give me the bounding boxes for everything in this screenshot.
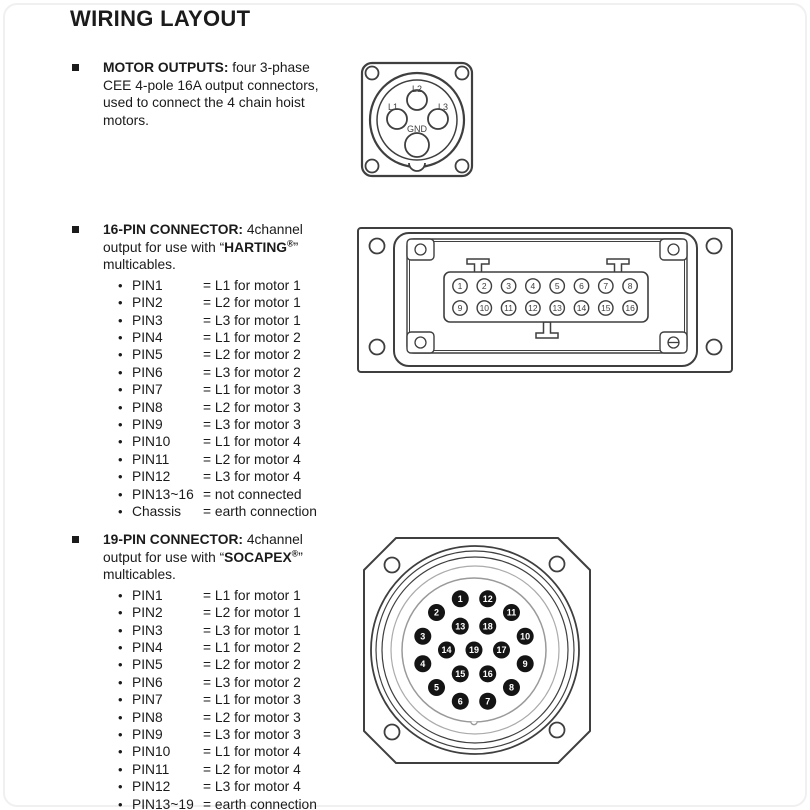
- round-bullet-icon: •: [118, 312, 123, 328]
- square-bullet-icon: [72, 226, 79, 233]
- cee-pin-label: L1: [387, 102, 399, 112]
- pin-name: PIN9: [132, 727, 163, 743]
- socapex-connector-diagram: [362, 536, 592, 766]
- round-bullet-icon: •: [118, 486, 123, 502]
- pin-value: = L1 for motor 3: [203, 382, 301, 398]
- pin-value: = L1 for motor 1: [203, 587, 301, 603]
- harting-pin-number: 13: [552, 303, 562, 313]
- pin-value: = L1 for motor 4: [203, 434, 301, 450]
- round-bullet-icon: •: [118, 277, 123, 293]
- pin-list-item: [72, 416, 358, 433]
- harting-screw-post: [407, 239, 434, 260]
- socapex-pin-number: 17: [496, 645, 507, 656]
- round-bullet-icon: •: [118, 779, 123, 795]
- pin-name: PIN8: [132, 399, 163, 415]
- harting-pin-number: 12: [528, 303, 538, 313]
- harting-pin-number: 7: [603, 281, 609, 291]
- 16-pin-heading: [72, 221, 333, 274]
- square-bullet-icon: [72, 64, 79, 71]
- round-bullet-icon: •: [118, 796, 123, 810]
- cee-pin-gnd: [405, 133, 429, 157]
- pin-list-item: [72, 743, 358, 760]
- cee-keyway-tab: [409, 163, 425, 171]
- socapex-pin-number: 13: [455, 621, 466, 632]
- pin-list-item: [72, 503, 358, 520]
- round-bullet-icon: •: [118, 622, 123, 638]
- pin-list-item: [72, 587, 358, 604]
- pin-list-item: [72, 604, 358, 621]
- pin-value: = L2 for motor 4: [203, 451, 301, 467]
- pin-value: = L2 for motor 1: [203, 295, 301, 311]
- cee-pin-l3: [428, 109, 448, 129]
- pin-list-item: [72, 277, 358, 294]
- harting-pin-number: 3: [506, 281, 511, 291]
- socapex-pin-number: 16: [482, 669, 493, 680]
- pin-list-item: [72, 364, 358, 381]
- harting-pin-number: 5: [554, 281, 560, 291]
- socapex-pin-number: 8: [508, 682, 514, 693]
- socapex-pin-number: 6: [457, 696, 463, 707]
- cee-pin-label: L3: [437, 102, 449, 112]
- pin-name: PIN11: [132, 451, 170, 467]
- pin-value: = L2 for motor 3: [203, 709, 301, 725]
- heading-segment: 16-PIN CONNECTOR:: [103, 222, 244, 237]
- harting-pin-number: 4: [530, 281, 536, 291]
- pin-value: = L3 for motor 2: [203, 674, 301, 690]
- cee-pin-label: GND: [407, 124, 427, 134]
- socapex-pin-number: 15: [455, 669, 466, 680]
- heading-segment: four 3-phase CEE 4-pole 16A output connectors, used to connect the 4 chain hoist motors.: [103, 60, 319, 128]
- round-bullet-icon: •: [118, 417, 123, 433]
- socapex-pin-number: 3: [420, 631, 426, 642]
- socapex-pin-number: 11: [506, 607, 517, 618]
- round-bullet-icon: •: [118, 469, 123, 485]
- pin-list-item: [72, 796, 358, 810]
- page-title: WIRING LAYOUT: [70, 6, 251, 31]
- pin-list-item: [72, 294, 358, 311]
- socapex-pin-number: 19: [468, 645, 480, 656]
- pin-name: PIN2: [132, 605, 163, 621]
- heading-segment: 19-PIN CONNECTOR:: [103, 532, 244, 547]
- pin-name: PIN8: [132, 709, 163, 725]
- harting-pin-number: 2: [481, 281, 487, 291]
- harting-pin-number: 8: [627, 281, 633, 291]
- socapex-pin-number: 1: [457, 594, 463, 605]
- section-motor-outputs: [72, 59, 358, 129]
- pin-name: PIN12: [132, 779, 171, 795]
- section-16-pin-connector: [72, 221, 358, 520]
- socapex-keyway-notch: [471, 722, 477, 725]
- harting-pin-number: 11: [504, 303, 514, 313]
- harting-pin-number: 16: [625, 303, 635, 313]
- pin-value: = L2 for motor 1: [203, 605, 301, 621]
- round-bullet-icon: •: [118, 330, 123, 345]
- harting-pin-number: 14: [576, 303, 587, 313]
- pin-value: = L3 for motor 3: [203, 727, 301, 743]
- 16-pin-heading-text: [103, 221, 333, 274]
- round-bullet-icon: •: [118, 504, 123, 520]
- pin-value: = L3 for motor 2: [203, 364, 301, 380]
- pin-value: = L3 for motor 3: [203, 417, 301, 433]
- harting-pin-number: 9: [457, 303, 463, 313]
- pin-list-item: [72, 346, 358, 363]
- socapex-pin-number: 4: [420, 658, 426, 669]
- cee-connector-diagram: [356, 58, 478, 186]
- pin-list-item: [72, 622, 358, 639]
- pin-name: PIN3: [132, 312, 163, 328]
- pin-value: = L2 for motor 3: [203, 399, 301, 415]
- heading-segment: ” multicables.: [103, 239, 299, 273]
- motor-outputs-heading: [72, 59, 333, 129]
- round-bullet-icon: •: [118, 709, 123, 725]
- heading-segment: ” multicables.: [103, 549, 303, 583]
- pin-name: PIN7: [132, 382, 163, 398]
- heading-segment: HARTING: [224, 239, 288, 255]
- 19-pin-heading: [72, 531, 333, 584]
- pin-value: = L3 for motor 1: [203, 622, 301, 638]
- pin-list-item: [72, 312, 358, 329]
- pin-list-item: [72, 656, 358, 673]
- pin-list-item: [72, 486, 358, 503]
- square-bullet-icon: [72, 536, 79, 543]
- heading-segment: SOCAPEX: [224, 549, 292, 565]
- harting-screw-post: [660, 239, 687, 260]
- pin-list-item: [72, 691, 358, 708]
- pin-value: = L3 for motor 4: [203, 469, 301, 485]
- heading-segment: 4channel output for use with “: [103, 222, 303, 255]
- motor-outputs-heading-text: [103, 59, 333, 129]
- pin-value: = L1 for motor 2: [203, 330, 301, 345]
- cee-pin-l1: [387, 109, 407, 129]
- pin-value: = not connected: [203, 486, 302, 502]
- pin-name: PIN5: [132, 347, 163, 363]
- pin-list-item: [72, 468, 358, 485]
- pin-name: PIN4: [132, 330, 163, 345]
- pin-list-item: [72, 451, 358, 468]
- pin-list-item: [72, 433, 358, 450]
- pin-name: PIN6: [132, 364, 163, 380]
- socapex-pin-number: 7: [485, 696, 491, 707]
- pin-value: = L2 for motor 2: [203, 657, 301, 673]
- socapex-pin-number: 10: [520, 631, 531, 642]
- round-bullet-icon: •: [118, 451, 123, 467]
- pin-name: PIN10: [132, 434, 171, 450]
- pin-value: = L3 for motor 1: [203, 312, 301, 328]
- harting-pin-number: 6: [579, 281, 584, 291]
- pin-list-item: [72, 381, 358, 398]
- socapex-pin-number: 14: [441, 645, 452, 656]
- pin-name: PIN2: [132, 295, 163, 311]
- pin-list-item: [72, 399, 358, 416]
- pin-list-item: [72, 674, 358, 691]
- pin-name: PIN1: [132, 277, 163, 293]
- 19-pin-heading-text: [103, 531, 333, 584]
- socapex-pin-number: 12: [482, 594, 493, 605]
- 19-pin-list: [72, 587, 358, 810]
- pin-value: = L1 for motor 1: [203, 277, 301, 293]
- pin-value: = L1 for motor 3: [203, 692, 301, 708]
- round-bullet-icon: •: [118, 347, 123, 363]
- harting-connector-diagram: [356, 226, 736, 376]
- round-bullet-icon: •: [118, 727, 123, 743]
- pin-name: PIN13~16: [132, 486, 194, 502]
- pin-name: PIN5: [132, 657, 163, 673]
- pin-list-item: [72, 709, 358, 726]
- harting-pin-block: [444, 272, 648, 322]
- round-bullet-icon: •: [118, 674, 123, 690]
- round-bullet-icon: •: [118, 364, 123, 380]
- 16-pin-list: [72, 277, 358, 521]
- round-bullet-icon: •: [118, 382, 123, 398]
- socapex-pin-number: 2: [434, 607, 440, 618]
- heading-segment: ®: [291, 548, 299, 558]
- heading-segment: ®: [287, 238, 294, 248]
- pin-name: PIN4: [132, 640, 163, 655]
- harting-pin-number: 10: [479, 303, 490, 313]
- round-bullet-icon: •: [118, 744, 123, 760]
- round-bullet-icon: •: [118, 399, 123, 415]
- pin-name: PIN10: [132, 744, 171, 760]
- round-bullet-icon: •: [118, 587, 123, 603]
- pin-value: = L1 for motor 4: [203, 744, 301, 760]
- pin-name: PIN13~19: [132, 796, 194, 810]
- round-bullet-icon: •: [118, 692, 123, 708]
- harting-pin-number: 1: [457, 281, 463, 291]
- socapex-pin-number: 9: [522, 658, 528, 669]
- harting-pin-number: 15: [601, 303, 611, 313]
- round-bullet-icon: •: [118, 295, 123, 311]
- pin-name: PIN12: [132, 469, 171, 485]
- section-19-pin-connector: [72, 531, 358, 810]
- pin-value: = earth connection: [203, 504, 317, 520]
- pin-list-item: [72, 639, 358, 656]
- pin-value: = earth connection: [203, 796, 317, 810]
- round-bullet-icon: •: [118, 761, 123, 777]
- pin-name: PIN1: [132, 587, 163, 603]
- socapex-pin-number: 5: [434, 682, 440, 693]
- pin-list-item: [72, 726, 358, 743]
- pin-list-item: [72, 329, 358, 346]
- pin-name: PIN11: [132, 761, 170, 777]
- pin-name: Chassis: [132, 504, 182, 520]
- cee-pin-label: L2: [411, 84, 423, 94]
- heading-segment: 4channel output for use with “: [103, 532, 303, 565]
- pin-value: = L2 for motor 4: [203, 761, 301, 777]
- pin-name: PIN6: [132, 674, 163, 690]
- pin-name: PIN3: [132, 622, 163, 638]
- pin-value: = L2 for motor 2: [203, 347, 301, 363]
- heading-segment: MOTOR OUTPUTS:: [103, 60, 229, 75]
- round-bullet-icon: •: [118, 605, 123, 621]
- harting-screw-post: [407, 332, 434, 353]
- round-bullet-icon: •: [118, 434, 123, 450]
- round-bullet-icon: •: [118, 640, 123, 655]
- socapex-pin-number: 18: [482, 621, 493, 632]
- round-bullet-icon: •: [118, 657, 123, 673]
- pin-list-item: [72, 761, 358, 778]
- pin-value: = L3 for motor 4: [203, 779, 301, 795]
- pin-list-item: [72, 778, 358, 795]
- pin-name: PIN7: [132, 692, 163, 708]
- pin-value: = L1 for motor 2: [203, 640, 301, 655]
- pin-name: PIN9: [132, 417, 163, 433]
